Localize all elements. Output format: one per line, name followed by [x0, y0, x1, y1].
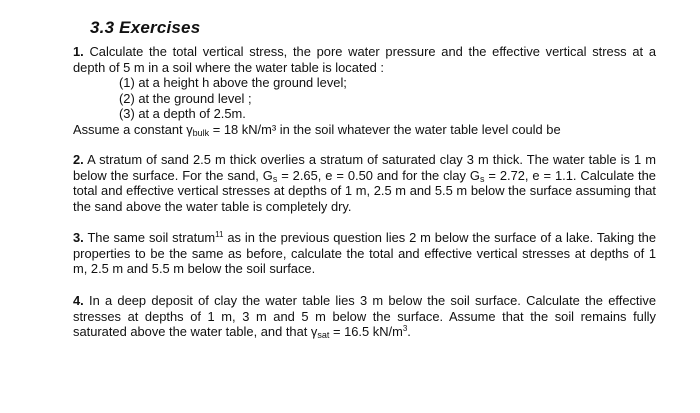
sat-subscript: sat	[317, 330, 330, 341]
exercise-3	[73, 230, 656, 277]
exercise-text: = 2.72, e = 1.1. Calculate the total and effective vertical stresses at depths of 1 m, 2.5 m and 5.5 m below the surface assuming that the sand above the water table is completely dry.	[73, 167, 656, 214]
exercise-number: 2.	[73, 152, 84, 167]
unit-superscript: 3	[402, 324, 408, 334]
assumption-line	[73, 122, 656, 138]
footnote-marker: 11	[215, 230, 224, 239]
exercise-4	[73, 293, 656, 340]
exercise-text: = 2.65, e = 0.50 and for the clay G	[277, 167, 480, 183]
exercise-text: In a deep deposit of clay the water table lies 3 m below the soil surface. Calculate the effective stresses at depths of 1 m, 3 m and 5 m below the surface. Assume that the soil remains fully saturated above the water table, and that γ	[73, 293, 656, 340]
exercise-text: = 16.5 kN/m	[329, 324, 403, 340]
assumption-text-end: = 18 kN/m³ in the soil whatever the water table level could be	[209, 121, 561, 137]
exercise-number: 3.	[73, 230, 84, 245]
exercise-number: 4.	[73, 293, 84, 308]
exercise-text: The same soil stratum	[87, 230, 216, 245]
exercise-text: A stratum of sand 2.5 m thick overlies a stratum of saturated clay 3 m thick. The water table is 1 m below the surface. For the sand, G	[73, 152, 656, 183]
exercise-text: Calculate the total vertical stress, the pore water pressure and the effective vertical stress at a depth of 5 m in a soil where the water table is located :	[73, 44, 656, 75]
exercise-text: as in the previous question lies 2 m below the surface of a lake. Taking the properties to be the same as before, calculate the total and effective vertical stresses at depths of 1 m, 2.5 m and 5.5 m below the soil surface.	[73, 230, 656, 277]
section-heading: 3.3 Exercises	[90, 18, 201, 37]
exercise-text: .	[407, 324, 411, 340]
gs-subscript: s	[272, 173, 278, 184]
bulk-subscript: bulk	[192, 127, 210, 138]
exercise-1	[73, 44, 656, 138]
list-item: (1) at a height h above the ground level;	[119, 75, 347, 91]
gs-subscript: s	[479, 173, 485, 184]
exercise-number: 1.	[73, 44, 84, 59]
list-item: (3) at a depth of 2.5m.	[119, 106, 246, 122]
exercise-2	[73, 152, 656, 214]
assumption-text: Assume a constant γ	[73, 121, 193, 137]
list-item: (2) at the ground level ;	[119, 90, 252, 106]
